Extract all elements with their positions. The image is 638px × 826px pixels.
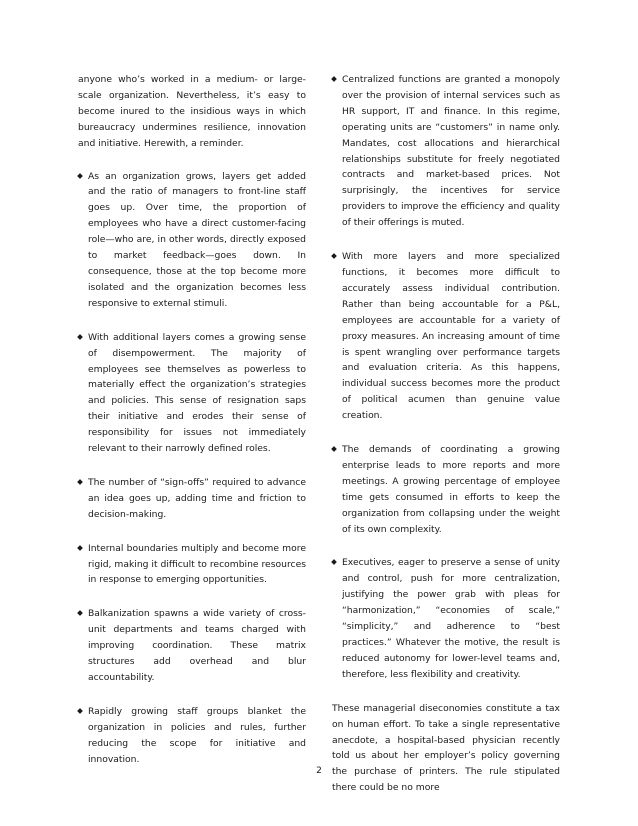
intro-paragraph: anyone who’s worked in a medium- or large-scale organization. Nevertheless, it’s easy to become inured to the insidious ways in which bureaucracy undermines resilience, innovation and initiative. Herewith, a reminder. bbox=[78, 74, 306, 149]
diamond-bullet-icon bbox=[77, 708, 83, 714]
bullet-item bbox=[78, 330, 306, 457]
diamond-bullet-icon bbox=[77, 611, 83, 617]
bullet-item bbox=[332, 442, 560, 537]
bullet-item bbox=[78, 169, 306, 312]
bullet-item bbox=[332, 72, 560, 231]
bullet-text: Internal boundaries multiply and become more rigid, making it difficult to recombine resources in response to emerging opportunities. bbox=[88, 542, 307, 586]
diamond-bullet-icon bbox=[77, 173, 83, 179]
bullet-item bbox=[78, 475, 306, 523]
diamond-bullet-icon bbox=[77, 334, 83, 340]
bullet-text: With additional layers comes a growing sense of disempowerment. The majority of employees see themselves as powerless to materially effect the organization’s strategies and policies. This sense of resignation saps their initiative and erodes their sense of responsibility for issues not immediately relevant to their narrowly defined roles. bbox=[88, 331, 306, 455]
closing-paragraph: These managerial diseconomies constitute a tax on human effort. To take a single representative anecdote, a hospital-based physician recently told us about her employer’s policy governing the purchase of printers. The rule stipulated there could be no more bbox=[332, 702, 560, 794]
page-number: 2 bbox=[316, 766, 322, 776]
bullet-text: The demands of coordinating a growing enterprise leads to more reports and more meetings. A growing percentage of employee time gets consumed in efforts to keep the organization from collapsing under the weight of its own complexity. bbox=[342, 444, 560, 535]
bullet-item bbox=[78, 541, 306, 589]
bullet-text: Balkanization spawns a wide variety of cross-unit departments and teams charged with improving coordination. These matrix structures add overhead and blur accountability. bbox=[88, 608, 306, 683]
diamond-bullet-icon bbox=[77, 545, 83, 551]
bullet-text: Executives, eager to preserve a sense of unity and control, push for more centralization, justifying the power grab with pleas for “harmonization,” “economies of scale,” “simplicity,” and adherence to “best practices.” Whatever the motive, the result is reduced autonomy for lower-level teams and, therefore, less flexibility and creativity. bbox=[342, 557, 560, 680]
bullet-item bbox=[332, 249, 560, 424]
bullet-text: With more layers and more specialized functions, it becomes more difficult to accurately assess individual contribution. Rather than being accountable for a P&L, employees are accountable for a variety of proxy measures. An increasing amount of time is spent wrangling over performance targets and evaluation criteria. As this happens, individual success becomes more the product of political acumen than genuine value creation. bbox=[342, 251, 560, 422]
bullet-item bbox=[78, 704, 306, 768]
diamond-bullet-icon bbox=[77, 479, 83, 485]
right-column bbox=[332, 72, 560, 796]
diamond-bullet-icon bbox=[331, 560, 337, 566]
diamond-bullet-icon bbox=[331, 446, 337, 452]
bullet-item bbox=[332, 555, 560, 682]
bullet-item bbox=[78, 606, 306, 686]
bullet-text: The number of “sign-offs” required to advance an idea goes up, adding time and friction to decision-making. bbox=[88, 476, 306, 520]
bullet-text: As an organization grows, layers get added and the ratio of managers to front-line staff goes up. Over time, the proportion of employees who have a direct customer-facing role—who are, in other words, directly exposed to market feedback—goes down. In consequence, those at the top become more isolated and the organization becomes less responsive to external stimuli. bbox=[88, 170, 306, 309]
diamond-bullet-icon bbox=[331, 76, 337, 82]
bullet-text: Centralized functions are granted a monopoly over the provision of internal services such as HR support, IT and finance. In this regime, operating units are “customers” in name only. Mandates, cost allocations and hierarchical relationships substitute for freely negotiated contracts and market-based prices. Not surprisingly, the incentives for service providers to improve the efficiency and quality of their offerings is muted. bbox=[342, 74, 560, 229]
diamond-bullet-icon bbox=[331, 253, 337, 259]
bullet-text: Rapidly growing staff groups blanket the organization in policies and rules, further reducing the scope for initiative and innovation. bbox=[88, 705, 306, 765]
left-column bbox=[78, 72, 306, 786]
